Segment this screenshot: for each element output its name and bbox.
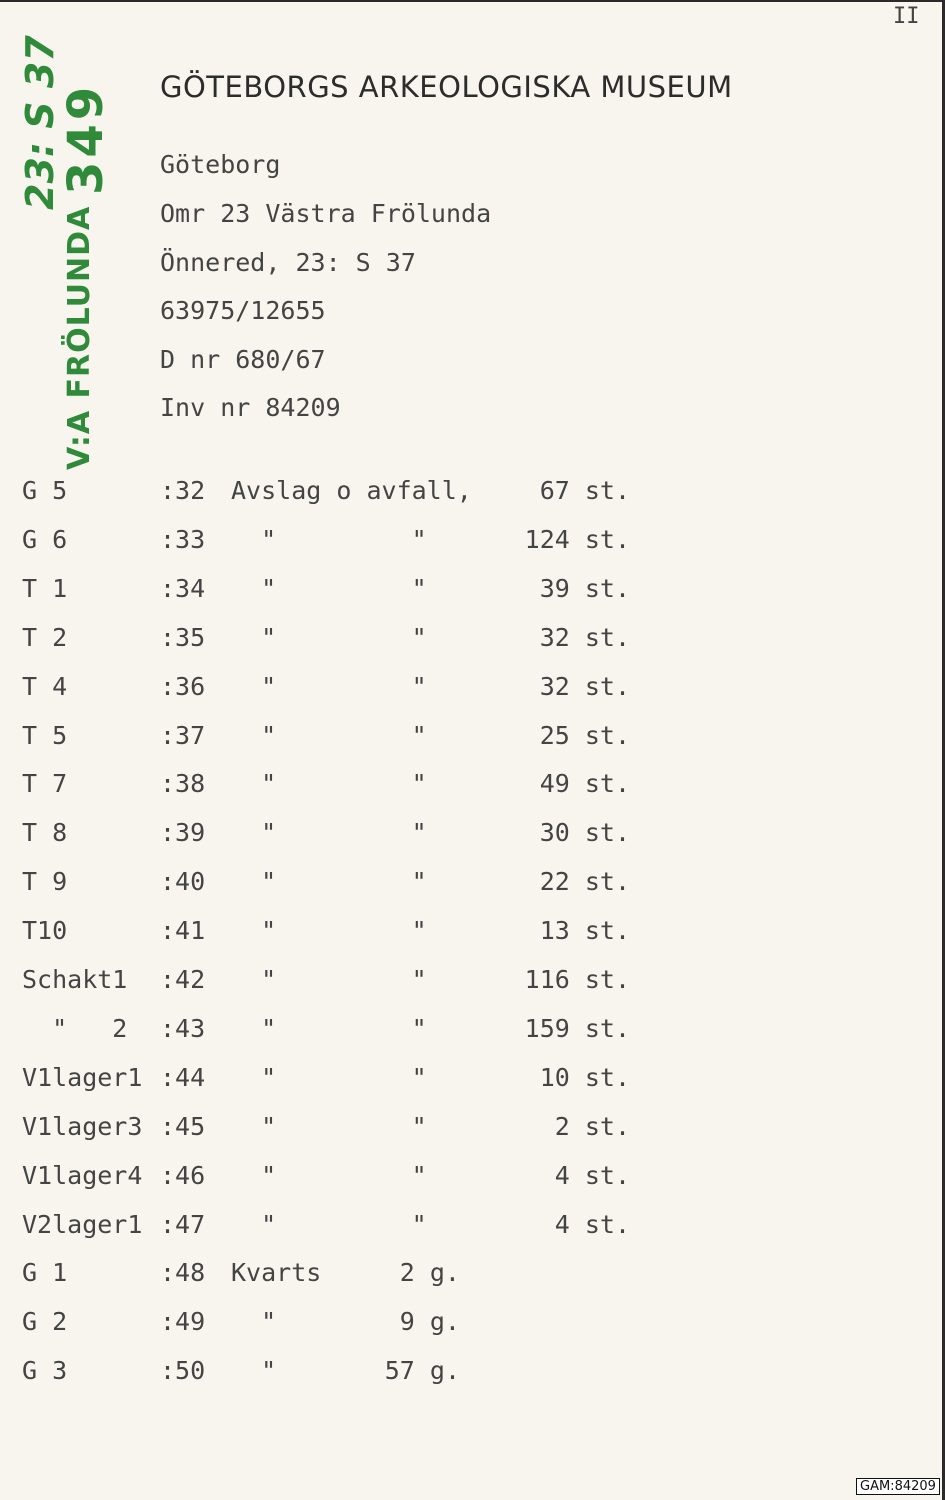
find-row — [0, 1112, 945, 1152]
header-coordinates: 63975/12655 — [160, 296, 326, 325]
find-description: " " — [231, 965, 427, 994]
find-description: " " — [231, 769, 427, 799]
find-location: V1lager3 — [22, 1111, 143, 1141]
find-location: T 4 — [22, 671, 68, 701]
find-number: :37 — [160, 720, 206, 750]
find-number: :40 — [160, 867, 206, 897]
find-location: T10 — [22, 916, 68, 946]
find-description: " " — [231, 818, 427, 848]
find-number: :38 — [160, 769, 206, 799]
card-top-border — [0, 0, 945, 2]
find-count: 124 st. — [524, 524, 630, 554]
find-location: V2lager1 — [22, 1209, 143, 1239]
museum-name: GÖTEBORGS ARKEOLOGISKA MUSEUM — [160, 70, 733, 104]
find-description: " — [231, 1307, 277, 1337]
find-count: 4 st. — [554, 1160, 630, 1190]
find-count: 2 g. — [399, 1258, 460, 1288]
find-count: 32 st. — [539, 671, 630, 701]
find-count: 22 st. — [539, 867, 630, 897]
find-row — [0, 476, 945, 516]
find-number: :45 — [160, 1111, 206, 1141]
find-row — [0, 818, 945, 858]
find-description: " " — [231, 720, 427, 750]
find-location: T 5 — [22, 720, 68, 750]
header-area: Omr 23 Västra Frölunda — [160, 199, 492, 228]
find-number: :50 — [160, 1356, 206, 1386]
find-number: :42 — [160, 965, 206, 994]
find-count: 2 st. — [554, 1111, 630, 1141]
find-description: Kvarts — [231, 1258, 322, 1288]
find-number: :39 — [160, 818, 206, 848]
find-row — [0, 1210, 945, 1250]
find-location: T 1 — [22, 573, 68, 603]
find-number: :48 — [160, 1258, 206, 1288]
find-description: " " — [231, 1062, 427, 1092]
handwritten-number: 349 — [58, 82, 114, 195]
find-row — [0, 769, 945, 809]
find-row — [0, 1258, 945, 1298]
find-row — [0, 574, 945, 614]
find-description: " " — [231, 867, 427, 897]
find-row — [0, 672, 945, 712]
find-description: " " — [231, 916, 427, 946]
find-count: 25 st. — [539, 720, 630, 750]
find-description: " " — [231, 1013, 427, 1043]
find-description: " " — [231, 1160, 427, 1190]
find-location: V1lager1 — [22, 1062, 143, 1092]
find-count: 10 st. — [539, 1062, 630, 1092]
find-count: 116 st. — [524, 965, 630, 994]
find-row — [0, 721, 945, 761]
find-number: :49 — [160, 1307, 206, 1337]
find-description: " " — [231, 524, 427, 554]
find-location: T 9 — [22, 867, 68, 897]
find-row — [0, 525, 945, 565]
find-row — [0, 1063, 945, 1103]
find-number: :36 — [160, 671, 206, 701]
find-location: G 5 — [22, 476, 68, 505]
find-count: 9 g. — [399, 1307, 460, 1337]
find-count: 57 g. — [384, 1356, 460, 1386]
find-location: " 2 — [22, 1013, 128, 1043]
find-location: T 8 — [22, 818, 68, 848]
archive-tag: GAM:84209 — [856, 1478, 940, 1495]
header-inventory-number: Inv nr 84209 — [160, 393, 341, 422]
find-row — [0, 965, 945, 1005]
find-count: 49 st. — [539, 769, 630, 799]
handwritten-site-code: 23: S 37 — [18, 35, 62, 210]
find-count: 159 st. — [524, 1013, 630, 1043]
find-location: G 1 — [22, 1258, 68, 1288]
find-count: 30 st. — [539, 818, 630, 848]
find-location: V1lager4 — [22, 1160, 143, 1190]
find-number: :41 — [160, 916, 206, 946]
find-count: 39 st. — [539, 573, 630, 603]
find-number: :44 — [160, 1062, 206, 1092]
find-number: :47 — [160, 1209, 206, 1239]
find-number: :43 — [160, 1013, 206, 1043]
find-row — [0, 1307, 945, 1347]
find-description: " " — [231, 1111, 427, 1141]
find-row — [0, 867, 945, 907]
find-row — [0, 1356, 945, 1396]
find-count: 32 st. — [539, 622, 630, 652]
find-description: " " — [231, 1209, 427, 1239]
find-number: :35 — [160, 622, 206, 652]
handwritten-place: V:A FRÖLUNDA — [62, 205, 97, 470]
find-row — [0, 1014, 945, 1054]
find-description: Avslag o avfall, — [231, 476, 472, 505]
find-description: " " — [231, 622, 427, 652]
page-number: II — [893, 4, 920, 29]
header-diary-number: D nr 680/67 — [160, 345, 326, 374]
find-location: G 3 — [22, 1356, 68, 1386]
find-location: Schakt1 — [22, 965, 128, 994]
find-number: :46 — [160, 1160, 206, 1190]
find-description: " — [231, 1356, 277, 1386]
find-row — [0, 623, 945, 663]
find-row — [0, 1161, 945, 1201]
header-city: Göteborg — [160, 150, 281, 179]
find-count: 13 st. — [539, 916, 630, 946]
find-location: G 6 — [22, 524, 68, 554]
find-location: T 2 — [22, 622, 68, 652]
find-count: 67 st. — [539, 476, 630, 505]
find-location: G 2 — [22, 1307, 68, 1337]
find-count: 4 st. — [554, 1209, 630, 1239]
find-row — [0, 916, 945, 956]
find-description: " " — [231, 573, 427, 603]
find-number: :34 — [160, 573, 206, 603]
find-location: T 7 — [22, 769, 68, 799]
find-number: :32 — [160, 476, 206, 505]
header-site: Önnered, 23: S 37 — [160, 248, 416, 277]
find-description: " " — [231, 671, 427, 701]
find-number: :33 — [160, 524, 206, 554]
